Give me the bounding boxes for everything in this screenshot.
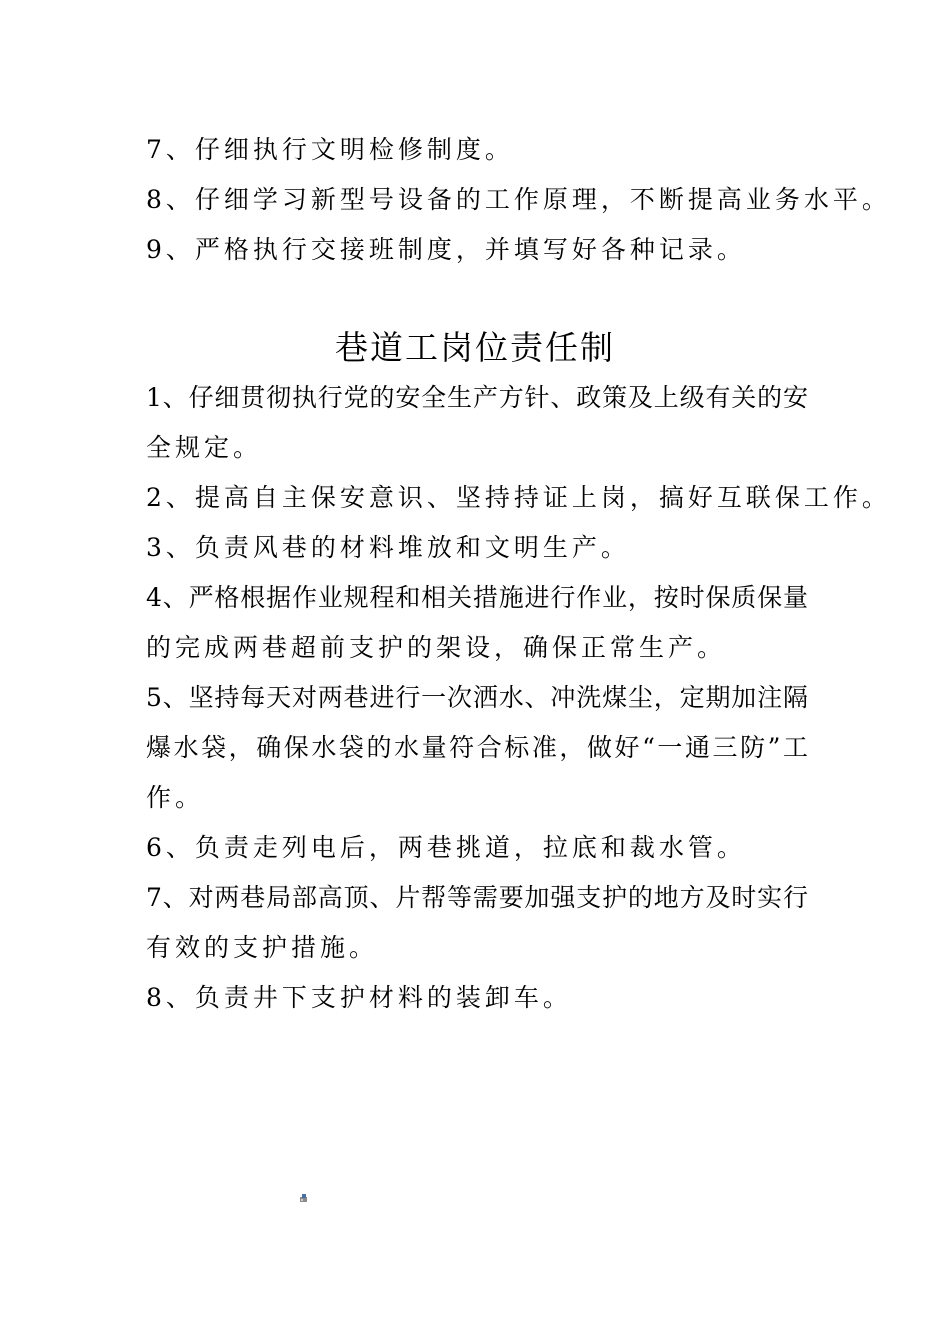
list-item: 9、严格执行交接班制度，并填写好各种记录。 xyxy=(146,235,746,264)
list-item: 7、对两巷局部高顶、片帮等需要加强支护的地方及时实行 xyxy=(146,883,808,912)
top-item-list xyxy=(146,125,891,275)
list-item: 5、坚持每天对两巷进行一次洒水、冲洗煤尘，定期加注隔 xyxy=(146,683,808,712)
list-item-continuation: 全规定。 xyxy=(146,433,263,462)
section-title: 巷道工岗位责任制 xyxy=(335,328,615,367)
list-item: 7、仔细执行文明检修制度。 xyxy=(146,135,514,164)
list-item: 1、仔细贯彻执行党的安全生产方针、政策及上级有关的安 xyxy=(146,383,808,412)
list-item: 2、提高自主保安意识、坚持持证上岗，搞好互联保工作。 xyxy=(146,483,891,512)
list-item: 8、仔细学习新型号设备的工作原理，不断提高业务水平。 xyxy=(146,185,891,214)
list-item-continuation: 爆水袋，确保水袋的水量符合标准，做好“一通三防”工 xyxy=(146,733,808,762)
small-image-icon xyxy=(299,1193,309,1203)
list-item: 3、负责风巷的材料堆放和文明生产。 xyxy=(146,533,630,562)
list-item-continuation: 的完成两巷超前支护的架设，确保正常生产。 xyxy=(146,633,727,662)
list-item: 4、严格根据作业规程和相关措施进行作业，按时保质保量 xyxy=(146,583,808,612)
list-item-continuation: 作。 xyxy=(146,783,205,812)
list-item: 6、负责走列电后，两巷挑道，拉底和裁水管。 xyxy=(146,833,746,862)
section-item-list xyxy=(146,373,891,1023)
list-item: 8、负责井下支护材料的装卸车。 xyxy=(146,983,572,1012)
list-item-continuation: 有效的支护措施。 xyxy=(146,933,379,962)
